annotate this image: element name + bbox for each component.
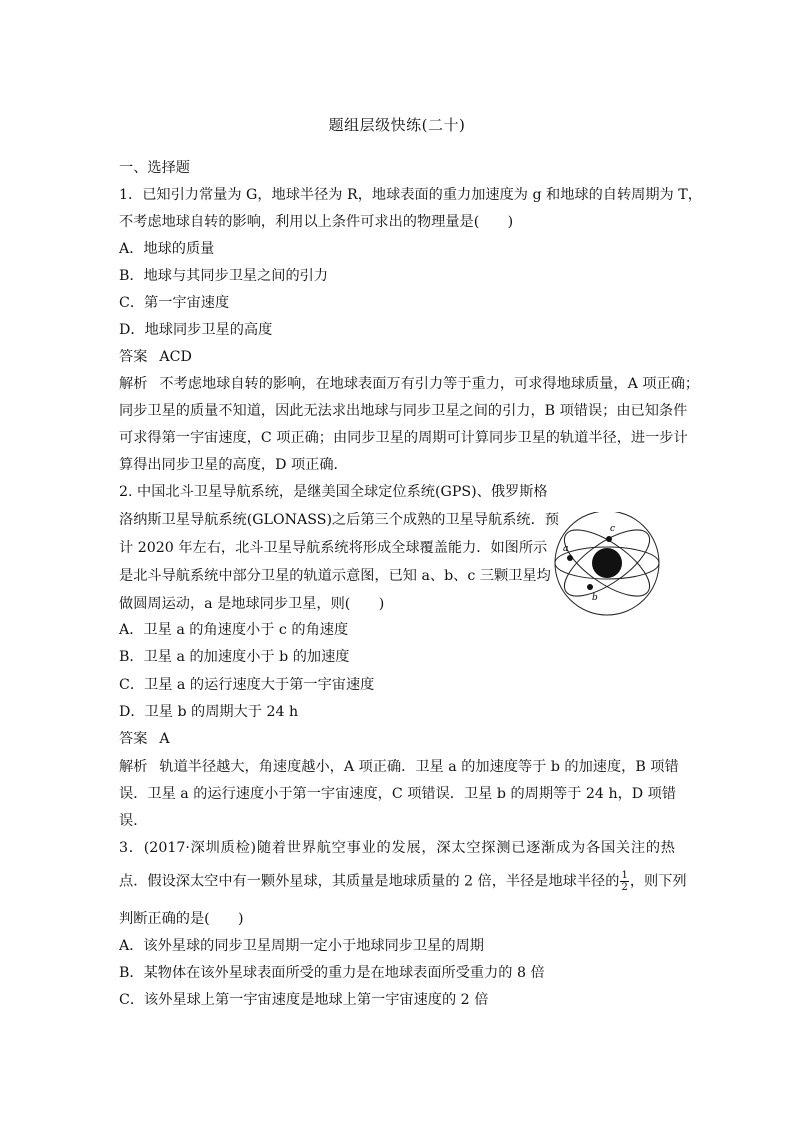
analysis-text: 不考虑地球自转的影响，在地球表面万有引力等于重力，可求得地球质量，A 项正确； (159, 376, 700, 392)
q1-analysis-line-2: 同步卫星的质量不知道，因此无法求出地球与同步卫星之间的引力，B 项错误；由已知条件 (119, 403, 688, 419)
q2-option-d: D．卫星 b 的周期大于 24 h (119, 704, 299, 720)
answer-label: 答案 (119, 731, 148, 747)
analysis-text: 轨道半径越大，角速度越小，A 项正确．卫星 a 的加速度等于 b 的加速度，B 项错 (159, 759, 679, 775)
q2-analysis-line-3: 误． (119, 813, 148, 829)
q2-stem-line-1: 2. 中国北斗卫星导航系统，是继美国全球定位系统(GPS)、俄罗斯格 (119, 484, 548, 500)
q3-stem-tail: ，则下列 (629, 873, 687, 890)
satellite-c-dot (606, 536, 612, 542)
fraction-numerator: 1 (621, 870, 628, 881)
fraction-denominator: 2 (621, 882, 628, 893)
q3-option-a: A．该外星球的同步卫星周期一定小于地球同步卫星的周期 (119, 938, 484, 954)
analysis-label: 解析 (119, 759, 148, 775)
q1-analysis-line-1 (119, 374, 700, 394)
page-title: 题组层级快练(二十) (328, 116, 466, 134)
q1-option-b: B．地球与其同步卫星之间的引力 (119, 268, 329, 284)
q2-stem-line-4: 是北斗导航系统中部分卫星的轨道示意图，已知 a、b、c 三颗卫星均 (119, 568, 551, 584)
q2-stem-line-3: 计 2020 年左右，北斗卫星导航系统将形成全球覆盖能力．如图所示 (119, 540, 548, 556)
satellite-a-dot (567, 555, 573, 561)
q1-stem-line-1: 1．已知引力常量为 G，地球半径为 R，地球表面的重力加速度为 g 和地球的自转周期为 T， (119, 187, 702, 203)
q1-option-a: A．地球的质量 (119, 241, 215, 257)
q1-option-c: C．第一宇宙速度 (119, 295, 230, 311)
label-c: c (610, 524, 616, 534)
q2-option-b: B．卫星 a 的加速度小于 b 的加速度 (119, 649, 350, 665)
q3-stem-line-1: 3．(2017·深圳质检)随着世界航空事业的发展，深太空探测已逐渐成为各国关注的热 (119, 840, 675, 856)
q3-option-c: C．该外星球上第一宇宙速度是地球上第一宇宙速度的 2 倍 (119, 992, 489, 1008)
earth-circle (592, 548, 622, 578)
q2-option-a: A．卫星 a 的角速度小于 c 的角速度 (119, 622, 349, 638)
q2-analysis-line-1 (119, 757, 679, 777)
analysis-label: 解析 (119, 376, 148, 392)
satellite-b-dot (587, 584, 593, 590)
q1-stem-line-2: 不考虑地球自转的影响，利用以上条件可求出的物理量是( ) (119, 214, 514, 230)
q2-stem-line-5: 做圆周运动，a 是地球同步卫星，则( ) (119, 596, 385, 612)
q2-option-c: C．卫星 a 的运行速度大于第一宇宙速度 (119, 677, 375, 693)
answer-value: ACD (159, 349, 192, 365)
fraction-one-half (620, 870, 628, 893)
q3-stem-line-2 (119, 870, 687, 893)
answer-label: 答案 (119, 349, 148, 365)
q3-stem-line-3: 判断正确的是( ) (119, 911, 244, 927)
q1-option-d: D．地球同步卫星的高度 (119, 322, 273, 338)
q3-stem-text: 点．假设深太空中有一颗外星球，其质量是地球质量的 2 倍，半径是地球半径的 (119, 873, 620, 890)
label-a: a (563, 544, 569, 554)
q2-stem-line-2: 洛纳斯卫星导航系统(GLONASS)之后第三个成熟的卫星导航系统．预 (119, 512, 559, 528)
satellite-orbit-diagram (551, 512, 667, 616)
q1-analysis-line-4: 算得出同步卫星的高度，D 项正确． (119, 457, 348, 473)
q3-option-b: B．某物体在该外星球表面所受的重力是在地球表面所受重力的 8 倍 (119, 965, 545, 981)
q1-analysis-line-3: 可求得第一宇宙速度，C 项正确；由同步卫星的周期可计算同步卫星的轨道半径，进一步计 (119, 430, 688, 446)
q2-analysis-line-2: 误．卫星 a 的运行速度小于第一宇宙速度，C 项错误．卫星 b 的周期等于 24 h，D 项错 (119, 786, 677, 802)
answer-value: A (159, 731, 170, 747)
q1-answer (119, 347, 192, 367)
section-heading: 一、选择题 (119, 160, 190, 176)
label-b: b (592, 593, 598, 603)
q2-answer (119, 729, 170, 749)
